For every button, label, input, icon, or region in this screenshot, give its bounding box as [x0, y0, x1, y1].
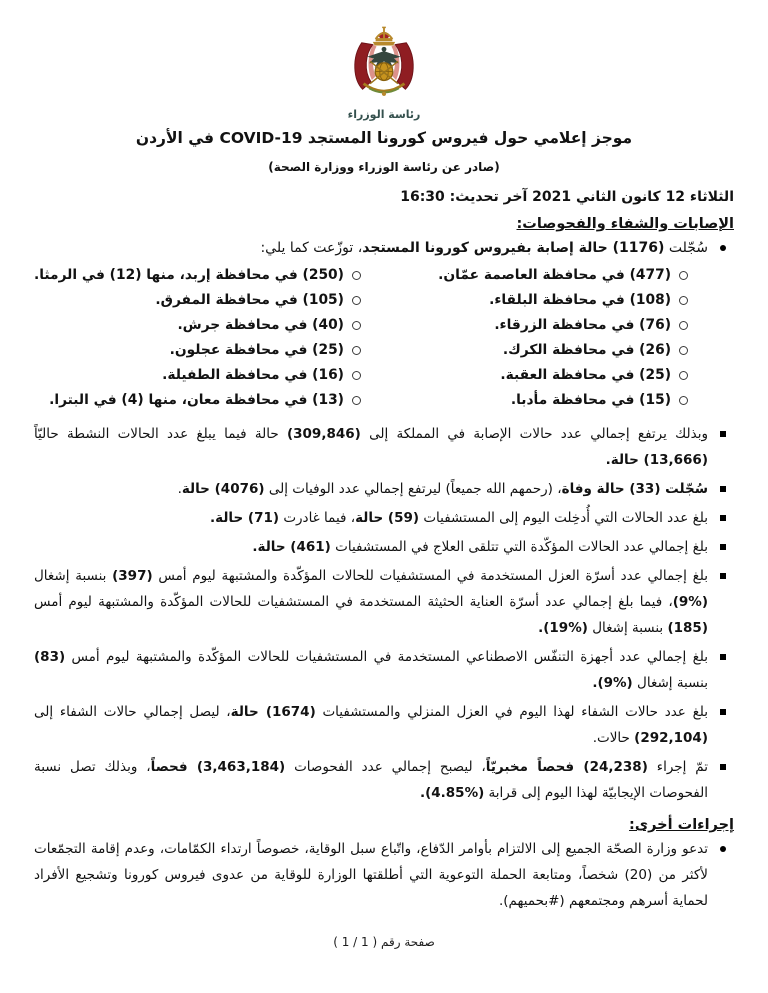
hollow-circle-bullet-icon — [352, 321, 361, 330]
bullet-item — [34, 563, 734, 641]
stat-value: (%9). — [592, 675, 633, 691]
stat-text: ، وبذلك تصل نسبة الفحوصات الإيجابيّة لهذا اليوم إلى قرابة — [34, 759, 708, 801]
governorate-item — [34, 263, 367, 288]
bullet-text — [34, 644, 708, 696]
governorate-label: (105) في محافظة المفرق. — [155, 292, 344, 308]
bullet-text — [34, 836, 708, 914]
stat-value: (1674) حالة — [230, 704, 316, 720]
royal-crest-icon — [342, 26, 426, 106]
stat-text: ، فيما غادرت — [279, 510, 356, 526]
stat-text: سُجّلت — [664, 240, 708, 256]
stat-value: (%4.85). — [419, 785, 485, 801]
stat-value: (185) — [667, 620, 708, 636]
stat-text: ، ليصبح إجمالي عدد الفحوصات — [285, 759, 486, 775]
governorate-item — [34, 288, 367, 313]
governorate-label: (26) في محافظة الكرك. — [502, 342, 671, 358]
governorate-label: (477) في محافظة العاصمة عمّان. — [438, 267, 671, 283]
governorate-label: (250) في محافظة إربد، منها (12) في الرمثا. — [34, 267, 344, 283]
governorate-item — [34, 363, 367, 388]
stat-value: (%9) — [672, 594, 708, 610]
bullet-item — [34, 754, 734, 806]
governorates-column-right — [381, 263, 734, 413]
header-logo — [34, 26, 734, 120]
stat-text: وبذلك يرتفع إجمالي عدد حالات الإصابة في المملكة إلى — [360, 426, 708, 442]
stat-text: ، فيما بلغ إجمالي عدد أسرّة العناية الحثيثة المستخدمة في المستشفيات للحالات المؤكّدة والمشتبهة ليوم أمس — [34, 594, 673, 610]
square-bullet-icon — [720, 654, 726, 660]
bullet-text — [34, 421, 708, 473]
stat-text: تدعو وزارة الصحّة الجميع إلى الالتزام بأوامر الدّفاع، واتّباع سبل الوقاية، خصوصاً ارتداء الكمّامات، وعدم إقامة التجمّعات لأكثر من (20) شخصاً، ومتابعة الحملة التوعوية التي أطلقتها الوزارة للوقاية من عدوى فيروس كورونا وتشجيع الأفراد لحماية أسرهم ومجتمعهم (#بحميهم). — [34, 841, 708, 909]
stat-value: سُجّلت (33) حالة وفاة — [561, 481, 708, 497]
stat-value: (%19). — [538, 620, 588, 636]
governorate-item — [381, 313, 694, 338]
bullet-item — [34, 534, 734, 560]
governorate-item — [381, 363, 694, 388]
stat-text: بلغ إجمالي عدد أجهزة التنفّس الاصطناعي المستخدمة في المستشفيات للحالات المؤكّدة والمشتبهة ليوم أمس — [65, 649, 708, 665]
stat-value: (59) حالة — [355, 510, 420, 526]
square-bullet-icon — [720, 573, 726, 579]
stat-value: (397) — [112, 568, 153, 584]
bullet-text — [34, 476, 708, 502]
page-title: موجز إعلامي حول فيروس كورونا المستجد COVID-19 في الأردن — [135, 129, 633, 147]
governorate-label: (13) في محافظة معان، منها (4) في البترا. — [49, 392, 344, 408]
square-bullet-icon — [720, 764, 726, 770]
bullet-text — [34, 754, 708, 806]
governorate-label: (76) في محافظة الزرقاء. — [494, 317, 671, 333]
hollow-circle-bullet-icon — [352, 346, 361, 355]
stat-text: بلغ عدد الحالات التي أُدخِلت اليوم إلى المستشفيات — [419, 510, 708, 526]
governorate-label: (40) في محافظة جرش. — [177, 317, 344, 333]
stat-value: (13,666) حالة. — [605, 452, 708, 468]
page-subtitle: (صادر عن رئاسة الوزراء ووزارة الصحة) — [268, 160, 500, 174]
governorate-item — [34, 338, 367, 363]
other-bullet-list — [34, 836, 734, 914]
stat-text: تمّ إجراء — [647, 759, 709, 775]
stat-text: ، توزّعت كما يلي: — [260, 240, 363, 256]
governorates-column-left — [34, 263, 381, 413]
stat-text: بنسبة إشغال — [587, 620, 668, 636]
hollow-circle-bullet-icon — [679, 371, 688, 380]
governorate-item — [34, 313, 367, 338]
stat-text: ، ليصل إجمالي حالات الشفاء إلى — [34, 704, 231, 720]
stat-text: بلغ عدد حالات الشفاء لهذا اليوم في العزل المنزلي والمستشفيات — [315, 704, 708, 720]
bullet-text — [34, 505, 708, 531]
hollow-circle-bullet-icon — [352, 296, 361, 305]
governorates-grid — [34, 263, 734, 413]
stat-value: (71) حالة. — [210, 510, 280, 526]
bullet-item — [34, 476, 734, 502]
bullet-text — [34, 699, 708, 751]
stat-text: بنسبة إشغال — [34, 568, 113, 584]
governorate-label: (16) في محافظة الطفيلة. — [162, 367, 344, 383]
square-bullet-icon — [720, 486, 726, 492]
intro-bullet-text — [34, 235, 708, 261]
governorate-label: (25) في محافظة العقبة. — [500, 367, 671, 383]
hollow-circle-bullet-icon — [352, 396, 361, 405]
stat-value: (1176) حالة إصابة بفيروس كورونا المستجد — [362, 240, 665, 256]
stat-text: حالة فيما يبلغ عدد الحالات النشطة حاليّاً — [34, 426, 287, 442]
disc-bullet-icon — [720, 245, 726, 251]
date-line: الثلاثاء 12 كانون الثاني 2021 آخر تحديث: 16:30 — [400, 189, 734, 205]
governorate-item — [381, 388, 694, 413]
section-heading-cases: الإصابات والشفاء والفحوصات: — [516, 216, 734, 232]
stat-value: (4076) حالة — [181, 481, 265, 497]
governorate-item — [34, 388, 367, 413]
logo-caption: رئاسة الوزراء — [347, 108, 421, 121]
section-heading-other: إجراءات أخرى: — [629, 817, 734, 833]
stats-bullet-list — [34, 421, 734, 806]
bullet-item — [34, 644, 734, 696]
hollow-circle-bullet-icon — [352, 371, 361, 380]
square-bullet-icon — [720, 544, 726, 550]
governorate-label: (15) في محافظة مأدبا. — [510, 392, 671, 408]
stat-text: حالات. — [592, 730, 635, 746]
square-bullet-icon — [720, 431, 726, 437]
bullet-text — [34, 563, 708, 641]
stat-value: (3,463,184) فحصاً — [150, 759, 286, 775]
hollow-circle-bullet-icon — [679, 296, 688, 305]
hollow-circle-bullet-icon — [679, 271, 688, 280]
stat-value: (292,104) — [634, 730, 708, 746]
bullet-text — [34, 534, 708, 560]
stat-value: (461) حالة. — [252, 539, 331, 555]
stat-value: (24,238) فحصاً مخبريّاً — [485, 759, 648, 775]
hollow-circle-bullet-icon — [352, 271, 361, 280]
square-bullet-icon — [720, 515, 726, 521]
stat-text: بنسبة إشغال — [632, 675, 708, 691]
stat-text: ، (رحمهم الله جميعاً) ليرتفع إجمالي عدد الوفيات إلى — [264, 481, 562, 497]
governorate-item — [381, 288, 694, 313]
governorate-item — [381, 263, 694, 288]
square-bullet-icon — [720, 709, 726, 715]
bullet-item — [34, 836, 734, 914]
hollow-circle-bullet-icon — [679, 396, 688, 405]
footer-page-number: صفحة رقم ( 1 / 1 ) — [333, 935, 435, 949]
bullet-item — [34, 421, 734, 473]
hollow-circle-bullet-icon — [679, 346, 688, 355]
governorate-label: (25) في محافظة عجلون. — [169, 342, 344, 358]
bullet-item — [34, 505, 734, 531]
stat-text: بلغ إجمالي عدد الحالات المؤكّدة التي تتلقى العلاج في المستشفيات — [330, 539, 708, 555]
hollow-circle-bullet-icon — [679, 321, 688, 330]
stat-value: (309,846) — [286, 426, 361, 442]
stat-text: بلغ إجمالي عدد أسرّة العزل المستخدمة في المستشفيات للحالات المؤكّدة والمشتبهة ليوم أمس — [152, 568, 708, 584]
stat-text: . — [177, 481, 182, 497]
intro-bullet-item — [34, 235, 734, 261]
governorate-label: (108) في محافظة البلقاء. — [489, 292, 671, 308]
bullet-item — [34, 699, 734, 751]
disc-bullet-icon — [720, 846, 726, 852]
stat-value: (83) — [34, 649, 66, 665]
governorate-item — [381, 338, 694, 363]
